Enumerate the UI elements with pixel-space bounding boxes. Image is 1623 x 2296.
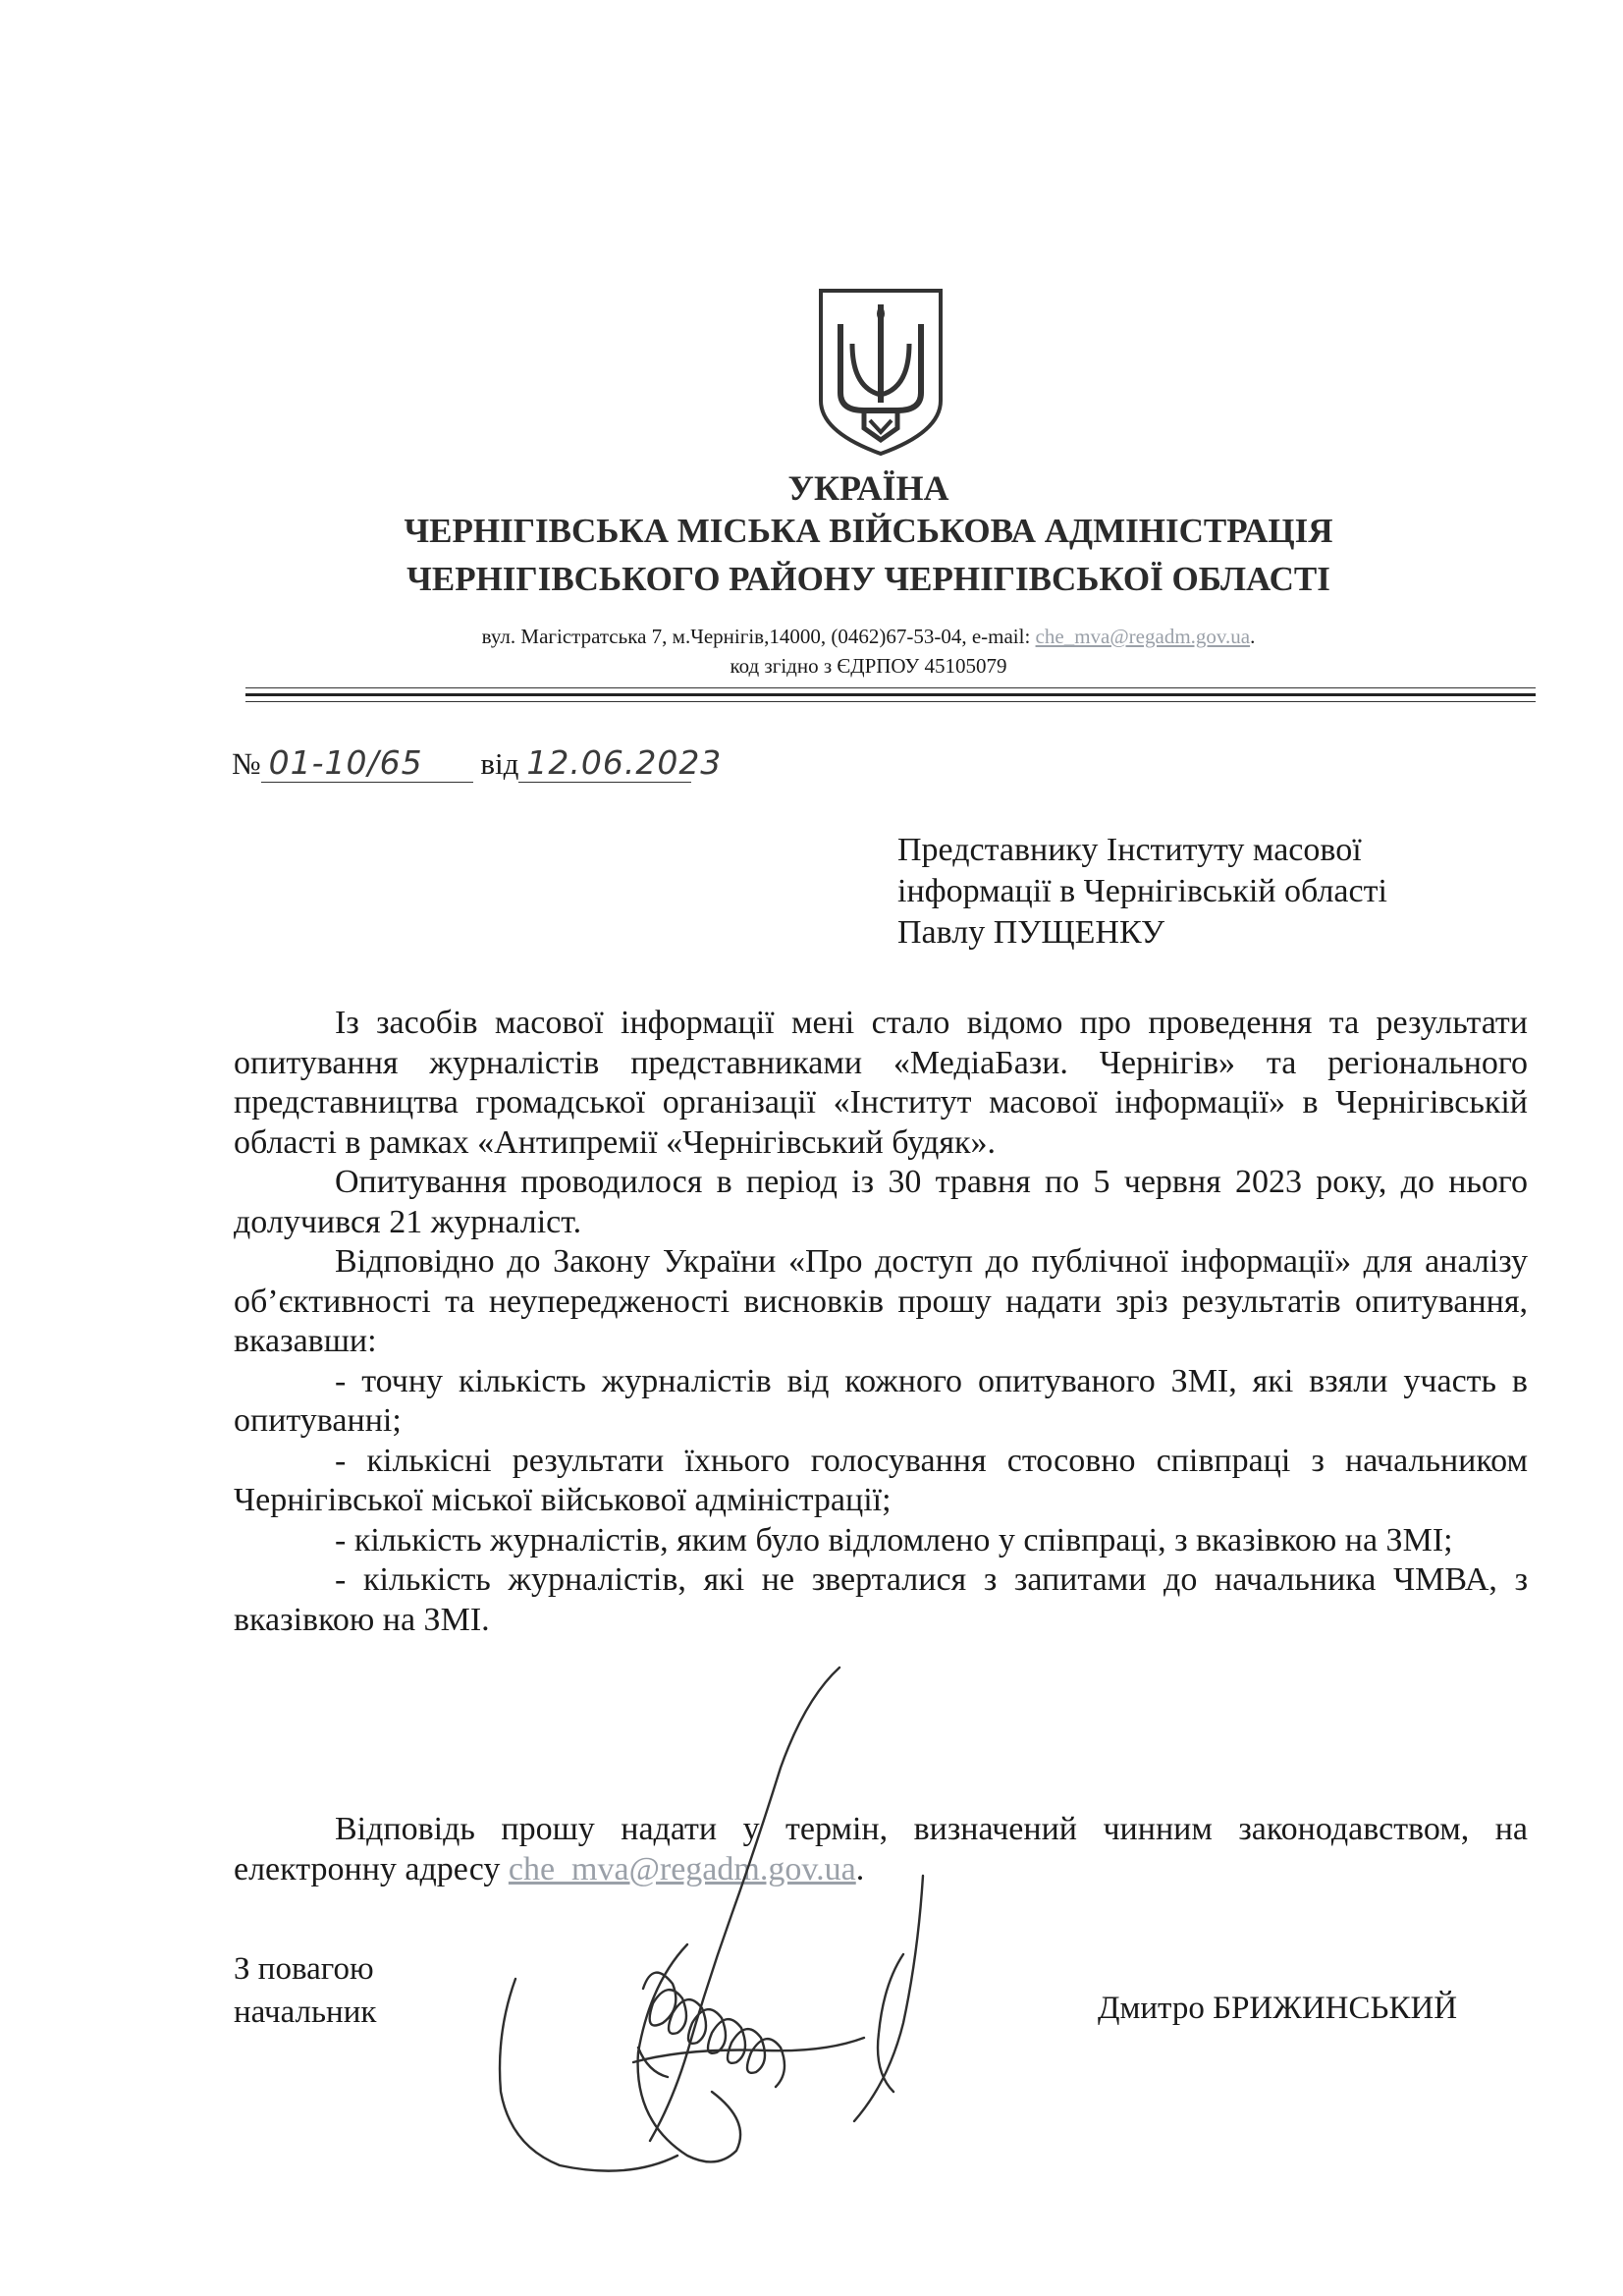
paragraph-intro: Із засобів масової інформації мені стало відомо про проведення та результати опитування журналістів представниками «МедіаБази. Чернігів» та регіонального представництва громадської організації «Інститут масової інформації» в Чернігівській області в рамках «Антипремії «Чернігівський будяк». [234, 1005, 1528, 1161]
signer-position: начальник [234, 1995, 377, 2030]
closing-regards: З повагою [234, 1951, 374, 1987]
paragraph-survey-period: Опитування проводилося в період із 30 травня по 5 червня 2023 року, до нього долучився 21 журналіст. [234, 1164, 1528, 1240]
reply-email-link[interactable]: che_mva@regadm.gov.ua [508, 1850, 856, 1887]
addressee-block [897, 830, 1387, 954]
contact-email-link[interactable]: che_mva@regadm.gov.ua [1035, 625, 1251, 648]
header-divider-thin-lower [245, 701, 1536, 702]
list-item: - кількісні результати їхнього голосування стосовно співпраці з начальником Чернігівської міської військової адміністрації; [234, 1442, 1528, 1518]
registration-date: 12.06.2023 [518, 743, 691, 783]
addressee-line1: Представнику Інституту масової [897, 832, 1362, 868]
handwritten-signature [393, 1660, 1080, 2180]
reply-text: Відповідь прошу надати у термін, визначений чинним законодавством, на електронну адресу [234, 1811, 1528, 1887]
contact-address: вул. Магістратська 7, м.Чернігів,14000, (0462)67-53-04, e-mail: [481, 625, 1031, 648]
closing-block [234, 1947, 376, 2034]
contact-details [57, 625, 1623, 649]
header-divider-thick [245, 693, 1536, 696]
edrpou-code: код згідно з ЄДРПОУ 45105079 [730, 654, 1007, 678]
reply-suffix: . [855, 1850, 865, 1887]
addressee-line2: інформації в Чернігівській області [897, 873, 1387, 909]
organization-name-line1: ЧЕРНІГІВСЬКА МІСЬКА ВІЙСЬКОВА АДМІНІСТРАЦІЯ [404, 512, 1333, 550]
number-sign: № [232, 746, 261, 781]
addressee-name: Павлу ПУЩЕНКУ [897, 914, 1165, 951]
paragraph-request: Відповідно до Закону України «Про доступ до публічної інформації» для аналізу об’єктивності та неупередженості висновків прошу надати зріз результатів опитування, вказавши: [234, 1243, 1528, 1359]
list-item: - кількість журналістів, які не зверталися з запитами до начальника ЧМВА, з вказівкою на ЗМІ. [234, 1561, 1528, 1638]
header-divider-thin [245, 687, 1536, 688]
list-item: - кількість журналістів, яким було відломлено у співпраці, з вказівкою на ЗМІ; [335, 1521, 1453, 1558]
registration-number: 01-10/65 [261, 743, 473, 783]
organization-name-line2: ЧЕРНІГІВСЬКОГО РАЙОНУ ЧЕРНІГІВСЬКОЇ ОБЛАСТІ [406, 560, 1330, 598]
registration-line [232, 743, 723, 783]
contact-suffix: . [1250, 625, 1256, 648]
country-heading: УКРАЇНА [787, 468, 949, 508]
list-item: - точну кількість журналістів від кожного опитуваного ЗМІ, які взяли участь в опитуванні; [234, 1362, 1528, 1439]
letter-body [234, 1004, 1528, 1640]
signer-name: Дмитро БРИЖИНСЬКИЙ [1098, 1991, 1458, 2026]
trident-coat-of-arms-icon [813, 285, 948, 458]
date-label: від [480, 746, 519, 781]
